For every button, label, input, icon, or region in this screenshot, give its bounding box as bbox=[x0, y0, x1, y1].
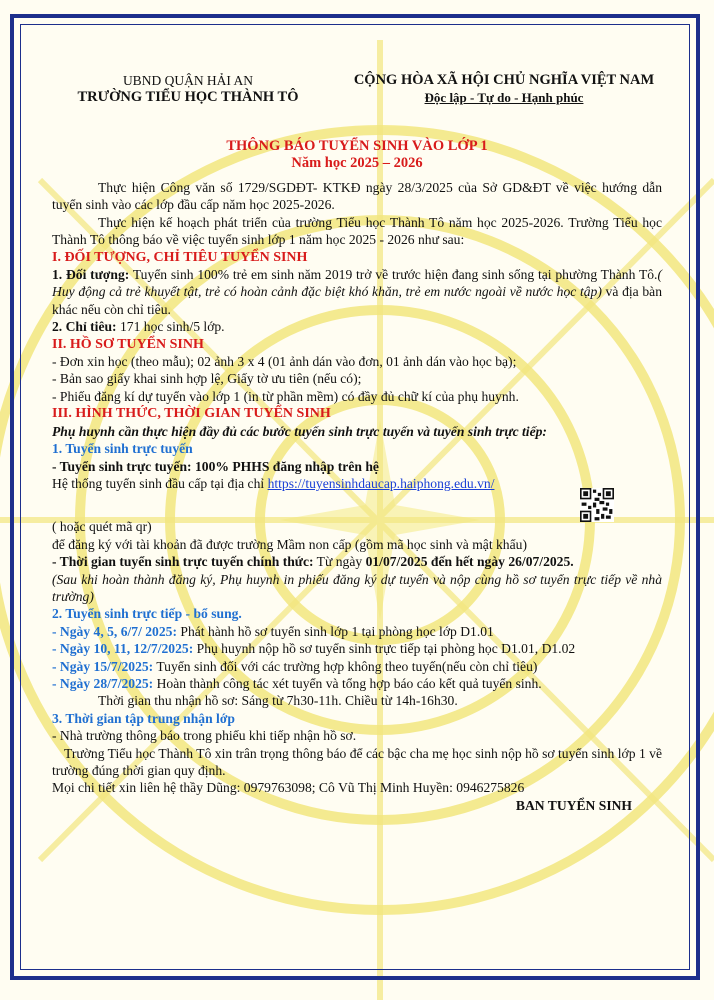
system-text: Hệ thống tuyển sinh đầu cấp tại địa chỉ bbox=[52, 475, 268, 491]
reception-hours: Thời gian thu nhận hồ sơ: Sáng từ 7h30-11h. Chiều từ 14h-16h30. bbox=[98, 693, 458, 709]
document-item: - Bản sao giấy khai sinh hợp lệ, Giấy tờ ưu tiên (nếu có); bbox=[52, 371, 362, 387]
section-3-heading: III. HÌNH THỨC, THỜI GIAN TUYỂN SINH bbox=[52, 406, 331, 422]
qr-note: ( hoặc quét mã qr) bbox=[52, 519, 152, 535]
qr-row bbox=[52, 492, 662, 518]
closing-paragraph: Trường Tiểu học Thành Tô xin trân trọng thông báo để các bậc cha mẹ học sinh nộp hồ sơ tuyển sinh lớp 1 về trường đúng thời gian quy định. bbox=[52, 745, 662, 778]
after-registration-note: (Sau khi hoàn thành đăng ký, Phụ huynh in phiếu đăng ký dự tuyển và nộp cùng hồ sơ tuyển trực tiếp về nhà trường) bbox=[52, 571, 662, 604]
instruction-text: Phụ huynh cần thực hiện đầy đủ các bước tuyển sinh trực tuyến và tuyển sinh trực tiếp: bbox=[52, 423, 547, 439]
schedule-date: - Ngày 15/7/2025: bbox=[52, 658, 154, 674]
direct-heading: 2. Tuyển sinh trực tiếp - bổ sung. bbox=[52, 606, 242, 622]
online-time-text: Từ ngày bbox=[313, 554, 366, 570]
document-header bbox=[52, 72, 662, 116]
district-name: UBND QUẬN HẢI AN bbox=[122, 73, 254, 88]
section-1-heading: I. ĐỐI TƯỢNG, CHỈ TIÊU TUYỂN SINH bbox=[52, 249, 308, 265]
national-motto: Độc lập - Tự do - Hạnh phúc bbox=[424, 90, 584, 106]
qr-code-icon[interactable] bbox=[580, 488, 614, 522]
title-line: THÔNG BÁO TUYỂN SINH VÀO LỚP 1 bbox=[226, 138, 488, 154]
system-address-line bbox=[52, 475, 662, 492]
target-paragraph bbox=[52, 266, 662, 318]
target-label: 1. Đối tượng: bbox=[52, 267, 130, 283]
document-item: - Đơn xin học (theo mẫu); 02 ảnh 3 x 4 (01 ảnh dán vào đơn, 01 ảnh dán vào học bạ); bbox=[52, 354, 517, 370]
intro-paragraph-2: Thực hiện kế hoạch phát triển của trường Tiểu học Thành Tô năm học 2025-2026. Trường Tiểu học Thành Tô thông báo về việc tuyển sinh lớp 1 năm học 2025 - 2026 như sau: bbox=[52, 214, 662, 248]
intro-paragraph-1: Thực hiện Công văn số 1729/SGDĐT- KTKĐ ngày 28/3/2025 của Sở GD&ĐT về việc hướng dẫn tuyển sinh vào các lớp đầu cấp năm học 2025-2026. bbox=[52, 180, 662, 213]
schedule-item bbox=[52, 640, 662, 657]
schedule-date: - Ngày 10, 11, 12/7/2025: bbox=[52, 641, 194, 657]
gather-heading: 3. Thời gian tập trung nhận lớp bbox=[52, 710, 235, 726]
target-italic-note: ( Huy động cả trẻ khuyết tật, trẻ có hoàn cảnh đặc biệt khó khăn, trẻ em nước ngoài về nước học tập) bbox=[52, 267, 662, 300]
quota-label: 2. Chỉ tiêu: bbox=[52, 319, 117, 335]
schedule-item bbox=[52, 623, 662, 640]
schedule-date: - Ngày 28/7/2025: bbox=[52, 675, 154, 691]
schedule-text: Tuyển sinh đối với các trường hợp không theo tuyến(nếu còn chỉ tiêu) bbox=[153, 658, 538, 674]
target-text: Tuyển sinh 100% trẻ em sinh năm 2019 trở về trước hiện đang sinh sống tại phường Thành Tô. bbox=[129, 267, 658, 283]
schedule-item bbox=[52, 658, 662, 675]
online-time-line bbox=[52, 553, 662, 570]
online-time-label: - Thời gian tuyển sinh trực tuyến chính thức: bbox=[52, 554, 314, 570]
signature: BAN TUYỂN SINH bbox=[515, 797, 632, 813]
quota-text: 171 học sinh/5 lớp. bbox=[116, 319, 225, 335]
notice-title bbox=[52, 138, 662, 172]
register-note: để đăng ký với tài khoản đã được trường Mầm non cấp (gồm mã học sinh và mật khẩu) bbox=[52, 536, 527, 552]
school-name: TRƯỜNG TIỂU HỌC THÀNH TÔ bbox=[77, 89, 299, 106]
gather-item: - Nhà trường thông báo trong phiếu khi tiếp nhận hồ sơ. bbox=[52, 728, 357, 744]
schedule-text: Hoàn thành công tác xét tuyển và tổng hợp báo cáo kết quả tuyển sinh. bbox=[153, 675, 542, 691]
schedule-item bbox=[52, 675, 662, 692]
document-item: - Phiếu đăng kí dự tuyển vào lớp 1 (in từ phần mềm) có đầy đủ chữ kí của phụ huynh. bbox=[52, 388, 519, 404]
online-subheading: - Tuyển sinh trực tuyến: 100% PHHS đăng nhập trên hệ bbox=[52, 458, 379, 474]
schedule-date: - Ngày 4, 5, 6/7/ 2025: bbox=[52, 623, 177, 639]
target-tail: và địa bàn khác nếu còn chỉ tiêu. bbox=[52, 284, 662, 317]
schedule-text: Phát hành hồ sơ tuyển sinh lớp 1 tại phòng học lớp D1.01 bbox=[176, 623, 494, 639]
schedule-text: Phụ huynh nộp hồ sơ tuyển sinh trực tiếp tại phòng học D1.01, D1.02 bbox=[193, 641, 576, 657]
section-2-heading: II. HỒ SƠ TUYỂN SINH bbox=[52, 336, 204, 352]
notice-content bbox=[52, 72, 662, 814]
registration-url-link[interactable]: https://tuyensinhdaucap.haiphong.edu.vn/ bbox=[267, 475, 495, 491]
school-year: Năm học 2025 – 2026 bbox=[291, 155, 423, 171]
issuer-block bbox=[58, 72, 318, 107]
online-heading: 1. Tuyển sinh trực tuyến bbox=[52, 441, 193, 457]
contact-line: Mọi chi tiết xin liên hệ thầy Dũng: 0979763098; Cô Vũ Thị Minh Huyền: 0946275826 bbox=[52, 780, 525, 796]
quota-paragraph bbox=[52, 318, 662, 335]
national-motto-block bbox=[334, 72, 674, 107]
national-title: CỘNG HÒA XÃ HỘI CHỦ NGHĨA VIỆT NAM bbox=[353, 72, 655, 88]
online-time-range: 01/07/2025 đến hết ngày 26/07/2025. bbox=[365, 554, 574, 570]
